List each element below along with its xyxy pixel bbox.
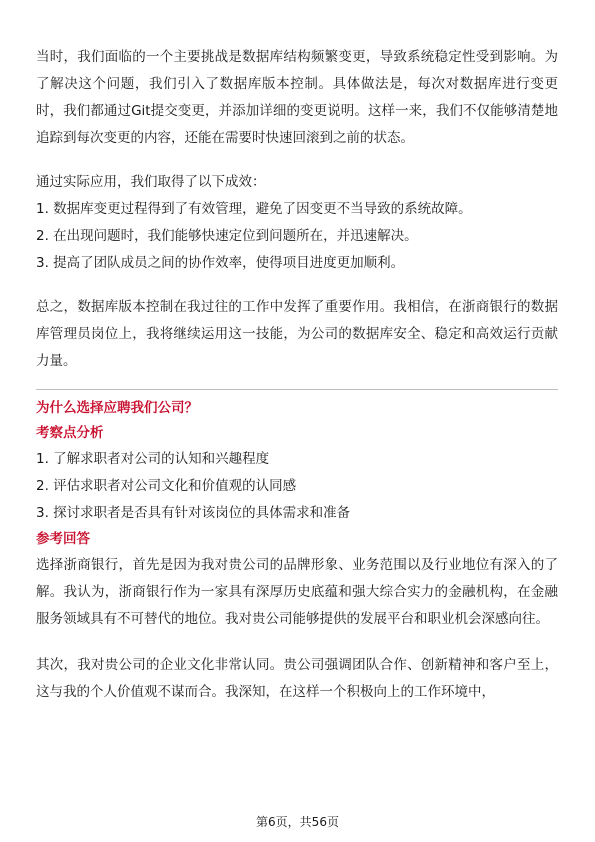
- list-item: 1. 了解求职者对公司的认知和兴趣程度: [36, 451, 270, 467]
- body-paragraph-challenge: 当时，我们面临的一个主要挑战是数据库结构频繁变更，导致系统稳定性受到影响。为了解决这个问题，我们引入了数据库版本控制。具体做法是，每次对数据库进行变更时，我们都通过Git提交变更，并添加详细的变更说明。这样一来，我们不仅能够清楚地追踪到每次变更的内容，还能在需要时快速回滚到之前的状态。: [36, 49, 558, 146]
- answer-heading: 参考回答: [36, 531, 90, 547]
- list-item: 3. 提高了团队成员之间的协作效率，使得项目进度更加顺利。: [36, 255, 405, 271]
- page-number: 第6页，共56页: [256, 815, 339, 829]
- paragraph-spacer: [36, 152, 558, 169]
- answer-paragraph-1: 选择浙商银行，首先是因为我对贵公司的品牌形象、业务范围以及行业地位有深入的了解。我认为，浙商银行作为一家具有深厚历史底蕴和强大综合实力的金融机构，在金融服务领域具有不可替代的地位。我对贵公司能够提供的发展平台和职业机会深感向往。: [36, 557, 558, 627]
- list-item: 2. 评估求职者对公司文化和价值观的认同感: [36, 478, 297, 494]
- results-intro: 通过实际应用，我们取得了以下成效：: [36, 174, 266, 190]
- paragraph-spacer: [36, 277, 558, 294]
- document-page: [36, 44, 558, 706]
- list-item: 1. 数据库变更过程得到了有效管理，避免了因变更不当导致的系统故障。: [36, 201, 472, 217]
- analysis-heading: 考察点分析: [36, 425, 104, 441]
- paragraph-spacer: [36, 633, 558, 652]
- body-paragraph-summary: 总之，数据库版本控制在我过往的工作中发挥了重要作用。我相信，在浙商银行的数据库管理员岗位上，我将继续运用这一技能，为公司的数据库安全、稳定和高效运行贡献力量。: [36, 299, 558, 369]
- list-item: 2. 在出现问题时，我们能够快速定位到问题所在，并迅速解决。: [36, 228, 418, 244]
- section-divider: [36, 389, 558, 390]
- question-title: 为什么选择应聘我们公司？: [36, 400, 198, 416]
- answer-paragraph-2: 其次，我对贵公司的企业文化非常认同。贵公司强调团队合作、创新精神和客户至上，这与我的个人价值观不谋而合。我深知，在这样一个积极向上的工作环境中，: [36, 657, 558, 700]
- list-item: 3. 探讨求职者是否具有针对该岗位的具体需求和准备: [36, 505, 351, 521]
